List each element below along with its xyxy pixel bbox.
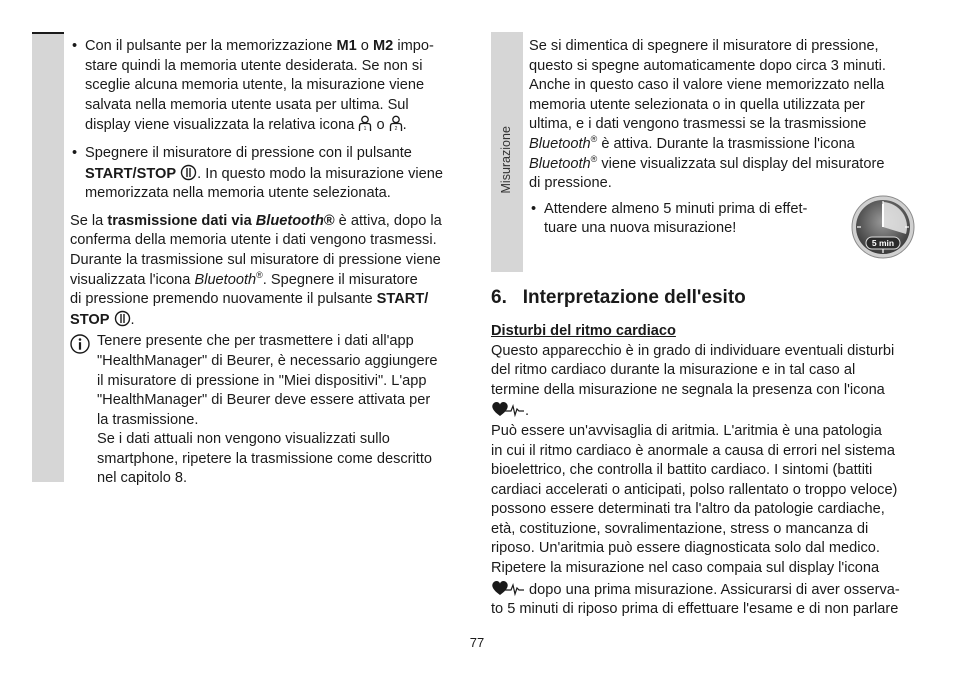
p1-line3: termine della misurazione ne segnala la presenza con l'icona	[491, 381, 885, 398]
power-icon	[180, 164, 197, 181]
info-note	[70, 332, 462, 489]
p1-line4: .	[491, 400, 923, 422]
p2-line7: riposo. Un'aritmia può essere diagnosticata solo dal medico.	[491, 540, 880, 557]
intro-line8: di pressione.	[529, 175, 612, 192]
info-line6: Se i dati attuali non vengono visualizzati sullo	[97, 431, 390, 448]
bullet1-line4: salvata nella memoria utente usata per ultima. Sul	[85, 96, 409, 113]
svg-text:2: 2	[394, 126, 398, 133]
info-line8: nel capitolo 8.	[97, 470, 188, 487]
info-line2: "HealthManager" di Beurer, è necessario aggiungere	[97, 352, 438, 369]
info-line1: Tenere presente che per trasmettere i dati all'app	[97, 333, 414, 350]
bt-line1: Se la trasmissione dati via Bluetooth® è attiva, dopo la	[70, 212, 442, 229]
timer-5min-icon	[850, 194, 916, 260]
power-icon	[114, 310, 131, 327]
intro-line4: memoria utente selezionata o in quella utilizzata per	[529, 96, 865, 113]
p1-line1: Questo apparecchio è in grado di individuare eventuali disturbi	[491, 342, 895, 359]
section-heading: 6. Interpretazione dell'esito	[491, 286, 746, 308]
page-number: 77	[469, 635, 485, 650]
bullet2-line1: • Spegnere il misuratore di pressione con il pulsante	[85, 144, 412, 161]
p2-line10: to 5 minuti di riposo prima di effettuare l'esame e di non parlare	[491, 601, 899, 618]
intro-line3: Anche in questo caso il valore viene memorizzato nella	[529, 77, 885, 94]
left-margin-bar	[32, 32, 64, 482]
section-tab-label: Misurazione	[499, 126, 514, 194]
left-column	[70, 37, 462, 489]
right-column	[491, 37, 923, 620]
bt-line4: visualizzata l'icona Bluetooth®. Spegnere il misuratore	[70, 269, 418, 288]
bullet1-line5: display viene visualizzata la relativa icona 1 o 2 .	[85, 117, 407, 134]
bt-line2: conferma della memoria utente i dati vengono trasmessi.	[70, 232, 437, 249]
bullet-power-off	[70, 144, 462, 204]
bluetooth-paragraph	[70, 212, 462, 331]
user2-icon	[389, 115, 403, 132]
bullet2-line2: START/STOP . In questo modo la misurazione viene	[85, 165, 443, 182]
p1-line2: del ritmo cardiaco durante la misurazione e in tal caso al	[491, 362, 856, 379]
wait-line1: • Attendere almeno 5 minuti prima di effet-	[544, 200, 808, 217]
arrhythmia-heart-icon	[491, 400, 525, 418]
info-icon	[70, 334, 90, 354]
intro-line5: ultima, e i dati vengono trasmessi se la trasmissione	[529, 116, 867, 133]
info-line4: "HealthManager" di Beurer deve essere attivata per	[97, 392, 431, 409]
bullet1-line2: stare quindi la memoria utente desiderata. Se non si	[85, 57, 423, 74]
info-line3: il misuratore di pressione in "Miei dispositivi". L'app	[97, 372, 427, 389]
wait-line2: tuare una nuova misurazione!	[544, 220, 737, 237]
left-margin-rule	[32, 32, 64, 34]
p2-line2: in cui il ritmo cardiaco è anormale a causa di errori nel sistema	[491, 442, 895, 459]
bullet2-line3: memorizzata nella memoria utente selezionata.	[85, 185, 391, 202]
bullet1-line1: • Con il pulsante per la memorizzazione M1 o M2 impo-	[85, 38, 434, 54]
p2-line8: Ripetere la misurazione nel caso compaia sul display l'icona	[491, 560, 880, 577]
svg-text:1: 1	[364, 126, 367, 133]
arrhythmia-heart-icon	[491, 579, 525, 597]
subheading-arrhythmia: Disturbi del ritmo cardiaco	[491, 322, 676, 339]
p2-line6: età, costituzione, sovralimentazione, stress o mancanza di	[491, 520, 869, 537]
bullet1-line3: sceglie alcuna memoria utente, la misurazione viene	[85, 77, 425, 94]
p2-line5: possono essere determinati tra l'altro da patologie cardiache,	[491, 501, 885, 518]
p2-line9: dopo una prima misurazione. Assicurarsi di aver osserva-	[491, 579, 923, 601]
info-line7: smartphone, ripetere la trasmissione come descritto	[97, 450, 432, 467]
intro-line6: Bluetooth® è attiva. Durante la trasmissione l'icona	[529, 134, 855, 152]
p2-line3: bioelettrico, che controlla il battito cardiaco. I sintomi (battiti	[491, 462, 873, 479]
timer-label: 5 min	[871, 238, 895, 248]
user1-icon	[358, 115, 372, 132]
bt-line5: di pressione premendo nuovamente il pulsante START/	[70, 291, 429, 308]
info-line5: la trasmissione.	[97, 411, 199, 428]
intro-line7: Bluetooth® viene visualizzata sul display del misuratore	[529, 153, 885, 172]
p2-line4: cardiaci accelerati o anticipati, polso rallentato o troppo veloce)	[491, 481, 898, 498]
bullet-memory-select	[70, 37, 462, 136]
p2-line1: Può essere un'avvisaglia di aritmia. L'aritmia è una patologia	[491, 422, 882, 439]
intro-line1: Se si dimentica di spegnere il misuratore di pressione,	[529, 38, 879, 54]
bt-line3: Durante la trasmissione sul misuratore di pressione viene	[70, 251, 441, 268]
bt-line6: STOP .	[70, 311, 135, 328]
intro-line2: questo si spegne automaticamente dopo circa 3 minuti.	[529, 57, 886, 74]
auto-off-paragraph	[491, 37, 923, 194]
